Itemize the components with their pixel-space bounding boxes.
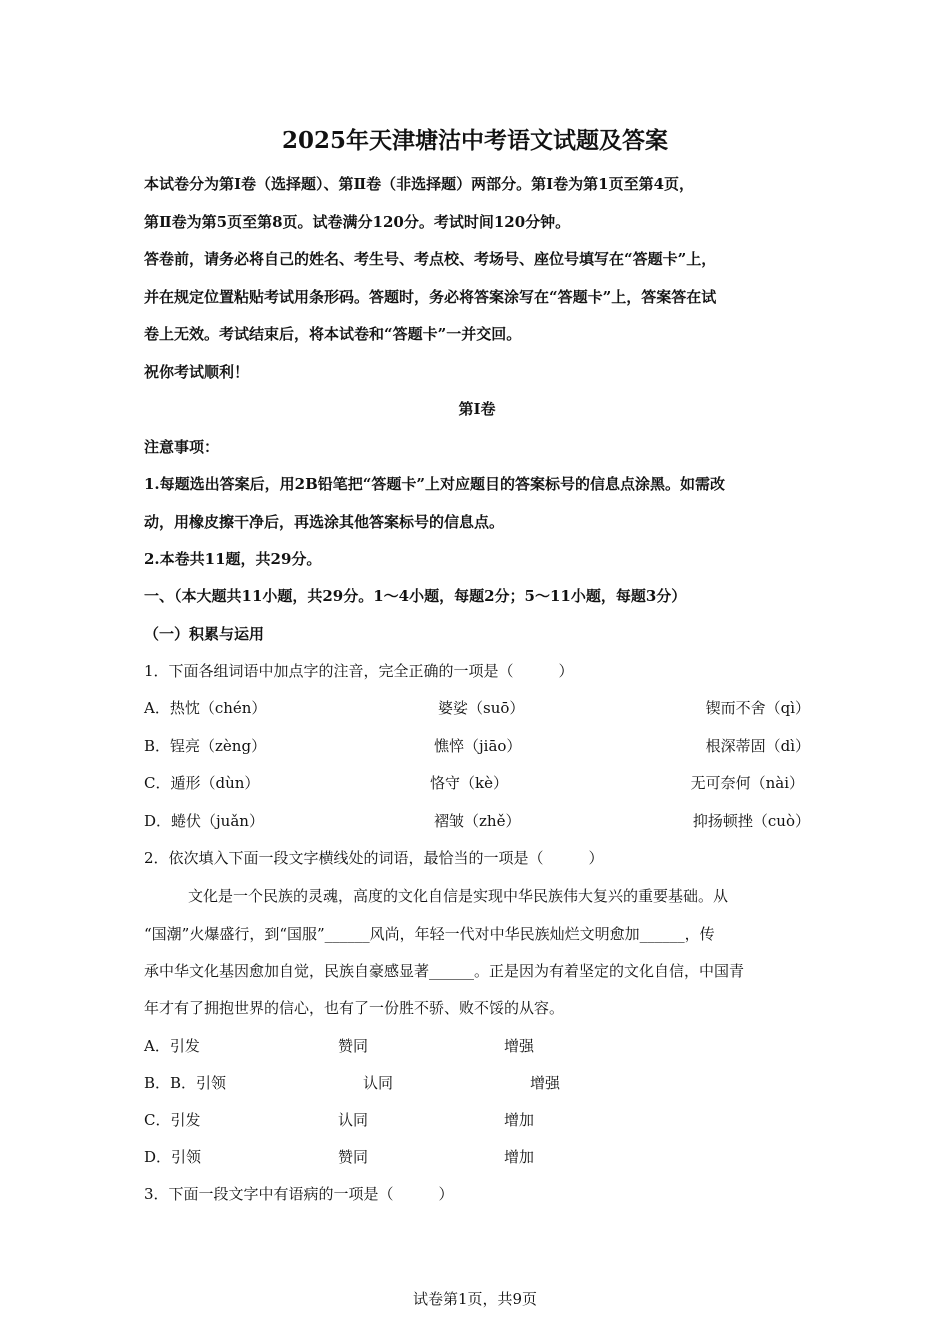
q2-option-a: A．引发 (144, 1037, 200, 1055)
q1-option-a: A．热忱（chén） (144, 699, 267, 717)
q2-option-c: C．引发 (144, 1111, 201, 1129)
intro-line: 答卷前，请务必将自己的姓名、考生号、考点校、考场号、座位号填写在“答题卡”上， (144, 250, 717, 268)
q1-option-d: D．蜷伏（juǎn） (144, 812, 264, 830)
q2-paragraph-line: “国潮”火爆盛行，到“国服”______风尚，年轻一代对中华民族灿烂文明愈加______，传 (144, 925, 715, 943)
q1-option-d-right: 抑扬顿挫（cuò） (692, 812, 810, 830)
question-2-stem: 2．依次填入下面一段文字横线处的词语，最恰当的一项是（ ） (144, 849, 604, 867)
q1-option-d-mid: 褶皱（zhě） (434, 812, 521, 830)
q1-option-c-right: 无可奈何（nài） (690, 774, 804, 792)
q2-option-d: D．引领 (144, 1148, 202, 1166)
q2-option-b-w3: 增强 (530, 1074, 561, 1092)
intro-line: 第Ⅱ卷为第5页至第8页。试卷满分120分。考试时间120分钟。 (144, 213, 571, 231)
note-line: 2.本卷共11题，共29分。 (144, 550, 322, 568)
q2-option-b-w2: 认同 (363, 1074, 394, 1092)
q2-option-d-w2: 赞同 (338, 1148, 369, 1166)
note-line: 1.每题选出答案后，用2B铅笔把“答题卡”上对应题目的答案标号的信息点涂黑。如需改 (144, 475, 726, 493)
intro-line: 并在规定位置粘贴考试用条形码。答题时，务必将答案涂写在“答题卡”上，答案答在试 (144, 288, 717, 306)
section-title: 第Ⅰ卷 (458, 400, 496, 418)
q1-option-b-right: 根深蒂固（dì） (705, 737, 810, 755)
q2-paragraph-line: 文化是一个民族的灵魂，高度的文化自信是实现中华民族伟大复兴的重要基础。从 (188, 887, 729, 905)
question-1-stem: 1．下面各组词语中加点字的注音，完全正确的一项是（ ） (144, 662, 574, 680)
page-footer: 试卷第1页，共9页 (412, 1290, 538, 1308)
q2-option-a-w2: 赞同 (338, 1037, 369, 1055)
q2-paragraph-line: 年才有了拥抱世界的信心，也有了一份胜不骄、败不馁的从容。 (144, 999, 565, 1017)
question-3-stem: 3．下面一段文字中有语病的一项是（ ） (144, 1185, 454, 1203)
q2-paragraph-line: 承中华文化基因愈加自觉，民族自豪感显著______。正是因为有着坚定的文化自信，中国青 (144, 962, 745, 980)
q1-option-a-mid: 婆娑（suō） (438, 699, 525, 717)
q1-option-a-right: 锲而不舍（qì） (705, 699, 810, 717)
q1-option-c-mid: 恪守（kè） (430, 774, 508, 792)
q1-option-b: B．锃亮（zèng） (144, 737, 267, 755)
q1-option-b-mid: 憔悴（jiāo） (434, 737, 522, 755)
q2-option-d-w3: 增加 (504, 1148, 535, 1166)
note-line: 动，用橡皮擦干净后，再选涂其他答案标号的信息点。 (144, 513, 505, 531)
q2-option-c-w3: 增加 (504, 1111, 535, 1129)
q2-option-c-w2: 认同 (338, 1111, 369, 1129)
part-heading: 一、（本大题共11小题，共29分。1～4小题，每题2分；5～11小题，每题3分） (144, 587, 687, 605)
wish-line: 祝你考试顺利！ (144, 363, 250, 381)
q2-option-a-w3: 增强 (504, 1037, 535, 1055)
notes-heading: 注意事项： (144, 438, 220, 456)
q1-option-c: C．遁形（dùn） (144, 774, 260, 792)
sub-heading: （一）积累与运用 (144, 625, 265, 643)
intro-line: 本试卷分为第Ⅰ卷（选择题）、第Ⅱ卷（非选择题）两部分。第Ⅰ卷为第1页至第4页， (144, 175, 695, 193)
intro-line: 卷上无效。考试结束后，将本试卷和“答题卡”一并交回。 (144, 325, 522, 343)
q2-option-b: B．B．引领 (144, 1074, 227, 1092)
page-title: 2025年天津塘沽中考语文试题及答案 (281, 127, 668, 154)
